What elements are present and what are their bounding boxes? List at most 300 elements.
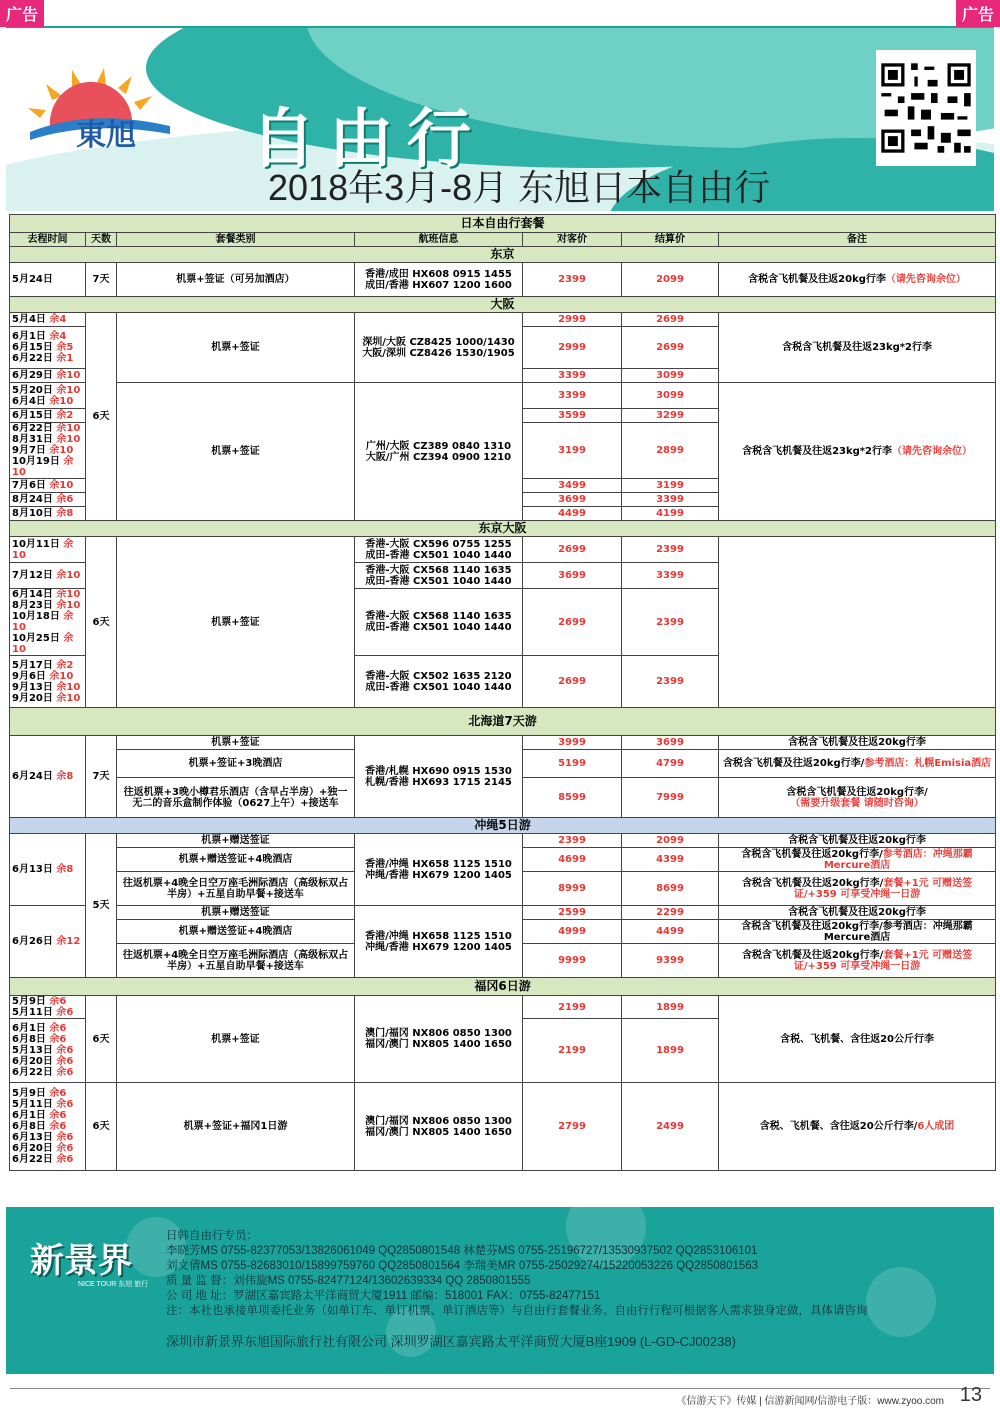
date-line bbox=[12, 589, 83, 600]
date-line bbox=[12, 1121, 83, 1132]
date-cell bbox=[10, 423, 86, 479]
remaining-badge: 余8 bbox=[52, 864, 74, 875]
note-highlight: 套餐+1元 可赠送签证/+359 可享受冲绳一日游 bbox=[793, 949, 973, 972]
flight-cell bbox=[355, 263, 523, 297]
table-cell: 8599 bbox=[523, 778, 622, 818]
remaining-badge: 余1 bbox=[52, 353, 74, 364]
cell-line: 香港-大阪 CX596 0755 1255 bbox=[365, 538, 512, 550]
footer-line: 刘文倩MS 0755-82683010/15899759760 QQ2850801564 李瑞美MR 0755-25029274/15220053226 QQ2850801563 bbox=[166, 1260, 759, 1272]
date-line bbox=[12, 508, 83, 519]
flight-cell bbox=[355, 736, 523, 818]
date-text: 6月1日 bbox=[12, 1110, 46, 1121]
note-highlight: （请先咨询余位） bbox=[885, 274, 966, 285]
date-text: 6月15日 bbox=[12, 410, 53, 421]
remaining-badge: 余10 bbox=[52, 692, 81, 704]
date-line bbox=[12, 494, 83, 505]
cell-line: 香港-大阪 CX568 1140 1635 bbox=[365, 564, 512, 576]
remaining-badge: 余10 bbox=[45, 480, 74, 491]
date-text: 9月6日 bbox=[12, 670, 46, 682]
footer-line: 李晓芳MS 0755-82377053/13826061049 QQ2850801548 林楚芬MS 0755-25196727/13530937502 QQ2853106101 bbox=[166, 1245, 758, 1257]
table-cell: 2799 bbox=[523, 1083, 622, 1171]
table-cell: 7天 bbox=[86, 736, 117, 818]
footer-company: 深圳市新景界东旭国际旅行社有限公司 深圳罗湖区嘉宾路太平洋商贸大厦B座1909 (L-GD-CJ00238) bbox=[166, 1334, 736, 1349]
remaining-badge: 余12 bbox=[52, 936, 81, 947]
table-cell: 2199 bbox=[523, 1019, 622, 1083]
column-header: 去程时间 bbox=[10, 233, 86, 247]
date-text: 6月24日 bbox=[12, 771, 53, 782]
remaining-badge: 余6 bbox=[45, 996, 67, 1007]
flight-cell bbox=[355, 563, 523, 589]
table-cell: 2099 bbox=[622, 834, 719, 848]
date-cell bbox=[10, 537, 86, 563]
table-cell: 机票+签证 bbox=[117, 313, 355, 383]
table-cell: 2699 bbox=[523, 537, 622, 563]
date-cell bbox=[10, 369, 86, 383]
remaining-badge: 余6 bbox=[52, 1154, 74, 1165]
note-cell bbox=[719, 750, 996, 778]
date-text: 6月22日 bbox=[12, 423, 53, 434]
remaining-badge: 余6 bbox=[45, 1023, 67, 1034]
note-cell bbox=[719, 944, 996, 978]
cell-line: 澳门/福冈 NX806 0850 1300 bbox=[365, 1115, 512, 1127]
table-cell: 9999 bbox=[523, 944, 622, 978]
remaining-badge: 余8 bbox=[52, 771, 74, 782]
date-line bbox=[12, 1067, 83, 1078]
banner-title: 自由行 bbox=[251, 102, 485, 177]
cell-line: 香港/冲绳 HX658 1125 1510 bbox=[365, 858, 512, 870]
table-row bbox=[10, 313, 996, 327]
cell-line: 成田-香港 CX501 1040 1440 bbox=[365, 622, 512, 633]
date-line bbox=[12, 660, 83, 671]
table-cell: 3099 bbox=[622, 383, 719, 409]
table-cell: 机票+签证 bbox=[117, 537, 355, 708]
note-cell bbox=[719, 778, 996, 818]
table-cell: 机票+赠送签证+4晚酒店 bbox=[117, 920, 355, 944]
table-cell: 1899 bbox=[622, 996, 719, 1019]
date-text: 8月24日 bbox=[12, 494, 53, 505]
cell-line: 香港-大阪 CX502 1635 2120 bbox=[365, 670, 512, 682]
date-text: 6月8日 bbox=[12, 1034, 46, 1045]
table-cell: 7999 bbox=[622, 778, 719, 818]
date-cell bbox=[10, 263, 86, 297]
flight-cell bbox=[355, 996, 523, 1083]
date-line bbox=[12, 1132, 83, 1143]
table-cell: 6天 bbox=[86, 1083, 117, 1171]
header-banner bbox=[6, 26, 994, 211]
table-row bbox=[10, 1083, 996, 1171]
column-header: 套餐类别 bbox=[117, 233, 355, 247]
note-cell bbox=[719, 996, 996, 1083]
remaining-badge: 余6 bbox=[45, 1110, 67, 1121]
column-header: 航班信息 bbox=[355, 233, 523, 247]
remaining-badge: 余10 bbox=[52, 423, 81, 434]
table-cell: 3599 bbox=[523, 409, 622, 423]
date-line bbox=[12, 996, 83, 1007]
remaining-badge: 余10 bbox=[45, 670, 74, 682]
date-text: 6月1日 bbox=[12, 331, 46, 342]
date-line bbox=[12, 331, 83, 342]
section-header: 东京 bbox=[10, 247, 996, 263]
date-line bbox=[12, 936, 83, 947]
remaining-badge: 余6 bbox=[52, 1067, 74, 1078]
table-cell: 4999 bbox=[523, 920, 622, 944]
date-text: 9月13日 bbox=[12, 681, 53, 693]
flight-cell bbox=[355, 1083, 523, 1171]
cell-line: 澳门/福冈 NX806 0850 1300 bbox=[365, 1028, 512, 1039]
date-line bbox=[12, 671, 83, 682]
date-line bbox=[12, 314, 83, 325]
table-cell: 机票+签证+3晚酒店 bbox=[117, 750, 355, 778]
note-cell bbox=[719, 263, 996, 297]
table-row bbox=[10, 537, 996, 563]
table-row bbox=[10, 906, 996, 920]
table-cell: 往返机票+3晚小樽君乐酒店（含早占半房）+独一无二的音乐盒制作体验（0627上午）+接送车 bbox=[117, 778, 355, 818]
table-cell: 2599 bbox=[523, 906, 622, 920]
flight-cell bbox=[355, 537, 523, 563]
remaining-badge: 余6 bbox=[45, 1034, 67, 1045]
table-cell: 3699 bbox=[523, 563, 622, 589]
date-text: 6月22日 bbox=[12, 1154, 53, 1165]
qr-code-icon[interactable] bbox=[876, 50, 976, 166]
table-cell: 1899 bbox=[622, 1019, 719, 1083]
section-header: 冲绳5日游 bbox=[10, 818, 996, 834]
table-cell: 8999 bbox=[523, 872, 622, 906]
note-cell bbox=[719, 537, 996, 708]
table-row bbox=[10, 215, 996, 233]
table-cell: 3999 bbox=[523, 736, 622, 750]
table-cell: 机票+赠送签证 bbox=[117, 906, 355, 920]
note-text: 含税含飞机餐及往返20kg行李/ bbox=[741, 877, 884, 889]
date-text: 7月12日 bbox=[12, 570, 53, 581]
date-cell bbox=[10, 656, 86, 708]
date-line bbox=[12, 423, 83, 434]
date-text: 6月22日 bbox=[12, 353, 53, 364]
note-cell bbox=[719, 872, 996, 906]
cell-line: 冲绳/香港 HX679 1200 1405 bbox=[365, 941, 512, 953]
date-line bbox=[12, 771, 83, 782]
date-text: 6月15日 bbox=[12, 342, 53, 353]
date-line bbox=[12, 434, 83, 445]
section-header: 大阪 bbox=[10, 297, 996, 313]
table-cell: 机票+签证 bbox=[117, 996, 355, 1083]
date-line bbox=[12, 1110, 83, 1121]
cell-line: 福冈/澳门 NX805 1400 1650 bbox=[365, 1039, 512, 1050]
table-row bbox=[10, 736, 996, 750]
table-cell: 3199 bbox=[622, 479, 719, 493]
remaining-badge: 余6 bbox=[45, 1121, 67, 1132]
remaining-badge: 余2 bbox=[52, 659, 74, 671]
cell-line: 香港/札幌 HX690 0915 1530 bbox=[365, 765, 512, 777]
table-cell: 2399 bbox=[622, 589, 719, 656]
date-text: 10月25日 bbox=[12, 633, 60, 644]
brand-logo-text: 東旭 bbox=[76, 118, 136, 153]
section-header: 福冈6日游 bbox=[10, 978, 996, 996]
date-line bbox=[12, 682, 83, 693]
remaining-badge: 余6 bbox=[52, 494, 74, 505]
date-cell bbox=[10, 563, 86, 589]
table-cell: 2399 bbox=[523, 834, 622, 848]
date-text: 5月4日 bbox=[12, 314, 46, 325]
ad-tag-left: 广告 bbox=[0, 0, 44, 27]
table-cell: 2999 bbox=[523, 327, 622, 369]
note-cell bbox=[719, 383, 996, 521]
table-cell: 机票+赠送签证 bbox=[117, 834, 355, 848]
date-cell bbox=[10, 313, 86, 327]
section-header: 东京大阪 bbox=[10, 521, 996, 537]
note-text: 含税含飞机餐及往返23kg*2行李 bbox=[742, 446, 892, 457]
column-header: 结算价 bbox=[622, 233, 719, 247]
note-highlight: （需要升级套餐 请随时咨询） bbox=[790, 797, 924, 809]
table-row bbox=[10, 247, 996, 263]
date-text: 10月18日 bbox=[12, 611, 60, 622]
note-text: 含税、飞机餐、含往返20公斤行李/ bbox=[759, 1121, 918, 1132]
note-text: 含税含飞机餐及往返20kg行李 bbox=[788, 907, 926, 918]
date-text: 6月1日 bbox=[12, 1023, 46, 1034]
table-cell: 5199 bbox=[523, 750, 622, 778]
table-cell: 2899 bbox=[622, 423, 719, 479]
remaining-badge: 余10 bbox=[45, 445, 74, 456]
date-cell bbox=[10, 906, 86, 978]
date-line bbox=[12, 1088, 83, 1099]
date-text: 5月11日 bbox=[12, 1099, 53, 1110]
table-row bbox=[10, 818, 996, 834]
table-cell: 4499 bbox=[523, 507, 622, 521]
note-text: 含税、飞机餐、含往返20公斤行李 bbox=[780, 1033, 934, 1045]
section-header: 北海道7天游 bbox=[10, 708, 996, 736]
remaining-badge: 余6 bbox=[52, 1099, 74, 1110]
note-text: 含税含飞机餐及往返20kg行李/参考酒店：冲绳那霸Mercure酒店 bbox=[741, 920, 973, 943]
date-cell bbox=[10, 409, 86, 423]
cell-line: 福冈/澳门 NX805 1400 1650 bbox=[365, 1126, 512, 1138]
note-cell bbox=[719, 906, 996, 920]
footer-line: 日韩自由行专员： bbox=[166, 1230, 258, 1242]
date-line bbox=[12, 370, 83, 381]
table-cell: 往返机票+4晚全日空万座毛洲际酒店（高级标双占半房）+五星自助早餐+接送车 bbox=[117, 944, 355, 978]
footer-contact-lines bbox=[166, 1229, 986, 1319]
date-cell bbox=[10, 479, 86, 493]
date-text: 5月11日 bbox=[12, 1007, 53, 1018]
date-text: 6月4日 bbox=[12, 395, 46, 407]
table-cell: 4499 bbox=[622, 920, 719, 944]
table-row bbox=[10, 263, 996, 297]
date-line bbox=[12, 633, 83, 655]
table-cell: 3399 bbox=[622, 563, 719, 589]
flight-cell bbox=[355, 906, 523, 978]
note-text: 含税含飞机餐及往返20kg行李/ bbox=[722, 758, 865, 769]
table-cell: 4399 bbox=[622, 848, 719, 872]
cell-line: 成田-香港 CX501 1040 1440 bbox=[365, 681, 512, 693]
date-line bbox=[12, 539, 83, 561]
date-cell bbox=[10, 589, 86, 656]
date-text: 6月13日 bbox=[12, 1132, 53, 1143]
footer-logo: 新景界 bbox=[30, 1241, 132, 1281]
table-cell: 2699 bbox=[523, 589, 622, 656]
remaining-badge: 余6 bbox=[52, 1045, 74, 1056]
date-line bbox=[12, 480, 83, 491]
date-line bbox=[12, 1143, 83, 1154]
section-header: 日本自由行套餐 bbox=[10, 215, 996, 233]
table-cell: 4199 bbox=[622, 507, 719, 521]
date-text: 5月17日 bbox=[12, 659, 53, 671]
remaining-badge: 余5 bbox=[52, 342, 74, 353]
footer-line: 质 量 监 督：刘伟旋MS 0755-82477124/13602639334 QQ 2850801555 bbox=[166, 1275, 531, 1287]
date-line bbox=[12, 396, 83, 407]
table-cell: 2099 bbox=[622, 263, 719, 297]
date-text: 5月9日 bbox=[12, 996, 46, 1007]
flight-cell bbox=[355, 834, 523, 906]
table-cell: 6天 bbox=[86, 537, 117, 708]
remaining-badge: 余6 bbox=[45, 1088, 67, 1099]
date-text: 6月8日 bbox=[12, 1121, 46, 1132]
date-line bbox=[12, 864, 83, 875]
note-cell bbox=[719, 1083, 996, 1171]
table-cell: 3699 bbox=[622, 736, 719, 750]
cell-line: 香港-大阪 CX568 1140 1635 bbox=[365, 611, 512, 622]
note-text: 含税含飞机餐及往返20kg行李/ bbox=[786, 786, 928, 798]
date-line bbox=[12, 445, 83, 456]
cell-line: 大阪/广州 CZ394 0900 1210 bbox=[365, 451, 512, 463]
date-cell bbox=[10, 1083, 86, 1171]
table-cell: 机票+签证（可另加酒店） bbox=[117, 263, 355, 297]
table-row bbox=[10, 978, 996, 996]
footer-line: 注：本社也承接单项委托业务（如单订车、单订机票、单订酒店等）与自由行套餐业务。自由行行程可根据客人需求独身定做，具体请咨询 bbox=[166, 1305, 868, 1317]
table-row bbox=[10, 996, 996, 1019]
note-cell bbox=[719, 920, 996, 944]
date-line bbox=[12, 570, 83, 581]
date-line bbox=[12, 1007, 83, 1018]
table-cell: 2999 bbox=[523, 313, 622, 327]
remaining-badge: 余4 bbox=[45, 314, 67, 325]
note-highlight: （请先咨询余位） bbox=[892, 446, 972, 457]
date-line bbox=[12, 274, 83, 285]
date-line bbox=[12, 600, 83, 611]
table-cell: 2699 bbox=[622, 313, 719, 327]
date-line bbox=[12, 1154, 83, 1165]
table-cell: 3499 bbox=[523, 479, 622, 493]
note-highlight: 套餐+1元 可赠送签证/+359 可享受冲绳一日游 bbox=[793, 877, 973, 900]
remaining-badge: 余4 bbox=[45, 331, 67, 342]
table-cell: 2399 bbox=[622, 537, 719, 563]
date-text: 6月20日 bbox=[12, 1143, 53, 1154]
note-highlight: 6人成团 bbox=[917, 1121, 955, 1132]
table-cell: 2399 bbox=[523, 263, 622, 297]
table-cell: 6天 bbox=[86, 996, 117, 1083]
flight-cell bbox=[355, 589, 523, 656]
table-row bbox=[10, 521, 996, 537]
page-footer-text: 《信游天下》传媒 | 信游新闻网/信游电子版：www.zyoo.com bbox=[676, 1396, 944, 1407]
table-cell: 机票+签证 bbox=[117, 736, 355, 750]
remaining-badge: 余10 bbox=[52, 570, 81, 581]
table-cell: 2499 bbox=[622, 1083, 719, 1171]
date-cell bbox=[10, 327, 86, 369]
remaining-badge: 余6 bbox=[52, 1132, 74, 1143]
table-cell: 3699 bbox=[523, 493, 622, 507]
date-cell bbox=[10, 834, 86, 906]
date-line bbox=[12, 410, 83, 421]
date-line bbox=[12, 1099, 83, 1110]
column-header: 天数 bbox=[86, 233, 117, 247]
date-cell bbox=[10, 996, 86, 1019]
table-row bbox=[10, 834, 996, 848]
date-line bbox=[12, 353, 83, 364]
note-text: 含税含飞机餐及往返20kg行李/ bbox=[741, 848, 883, 860]
date-text: 6月29日 bbox=[12, 370, 53, 381]
remaining-badge: 余6 bbox=[52, 1056, 74, 1067]
date-line bbox=[12, 1023, 83, 1034]
date-cell bbox=[10, 383, 86, 409]
table-cell: 5天 bbox=[86, 834, 117, 978]
date-text: 9月7日 bbox=[12, 445, 46, 456]
date-cell bbox=[10, 1019, 86, 1083]
table-cell: 3399 bbox=[523, 369, 622, 383]
remaining-badge: 余10 bbox=[52, 589, 81, 600]
date-cell bbox=[10, 493, 86, 507]
date-line bbox=[12, 693, 83, 704]
table-cell: 机票+赠送签证+4晚酒店 bbox=[117, 848, 355, 872]
package-table bbox=[9, 214, 996, 1171]
remaining-badge: 余10 bbox=[12, 538, 74, 561]
cell-line: 冲绳/香港 HX679 1200 1405 bbox=[365, 869, 512, 881]
remaining-badge: 余10 bbox=[52, 434, 81, 445]
date-text: 5月20日 bbox=[12, 384, 53, 396]
date-line bbox=[12, 1034, 83, 1045]
footer-contact bbox=[6, 1207, 994, 1374]
date-cell bbox=[10, 736, 86, 818]
cell-line: 成田/香港 HX607 1200 1600 bbox=[365, 279, 512, 291]
note-highlight: 参考酒店：冲绳那霸Mercure酒店 bbox=[823, 848, 973, 871]
date-text: 8月10日 bbox=[12, 508, 53, 519]
date-text: 7月6日 bbox=[12, 480, 46, 491]
date-text: 8月23日 bbox=[12, 600, 53, 611]
table-cell: 3399 bbox=[622, 493, 719, 507]
table-cell: 机票+签证 bbox=[117, 383, 355, 521]
remaining-badge: 余10 bbox=[52, 681, 81, 693]
ad-tag-right: 广告 bbox=[956, 0, 1000, 27]
table-cell: 2699 bbox=[622, 327, 719, 369]
page-number: 13 bbox=[959, 1384, 982, 1406]
date-text: 6月14日 bbox=[12, 589, 53, 600]
footer-logo-sub: NICE TOUR 东旭 旅行 bbox=[78, 1281, 149, 1288]
remaining-badge: 余6 bbox=[52, 1143, 74, 1154]
table-row bbox=[10, 383, 996, 409]
note-cell bbox=[719, 848, 996, 872]
remaining-badge: 余10 bbox=[52, 384, 81, 396]
flight-cell bbox=[355, 656, 523, 708]
table-cell: 2199 bbox=[523, 996, 622, 1019]
flight-cell bbox=[355, 383, 523, 521]
note-cell bbox=[719, 736, 996, 750]
cell-line: 深圳/大阪 CZ8425 1000/1430 bbox=[362, 336, 515, 348]
date-text: 10月11日 bbox=[12, 538, 60, 550]
remaining-badge: 余10 bbox=[45, 395, 74, 407]
cell-line: 香港/冲绳 HX658 1125 1510 bbox=[365, 930, 512, 942]
date-cell bbox=[10, 507, 86, 521]
note-text: 含税含飞机餐及往返20kg行李/ bbox=[741, 949, 884, 961]
note-text: 含税含飞机餐及往返20kg行李 bbox=[748, 274, 886, 285]
table-cell: 4699 bbox=[523, 848, 622, 872]
table-cell: 2699 bbox=[523, 656, 622, 708]
table-cell: 往返机票+4晚全日空万座毛洲际酒店（高级标双占半房）+五星自助早餐+接送车 bbox=[117, 872, 355, 906]
table-cell: 3199 bbox=[523, 423, 622, 479]
date-line bbox=[12, 611, 83, 633]
date-text: 9月20日 bbox=[12, 692, 53, 704]
date-line bbox=[12, 1056, 83, 1067]
table-cell: 8699 bbox=[622, 872, 719, 906]
remaining-badge: 余10 bbox=[52, 600, 81, 611]
remaining-badge: 余6 bbox=[52, 1007, 74, 1018]
note-text: 含税含飞机餐及往返20kg行李 bbox=[788, 737, 926, 748]
table-row bbox=[10, 297, 996, 313]
